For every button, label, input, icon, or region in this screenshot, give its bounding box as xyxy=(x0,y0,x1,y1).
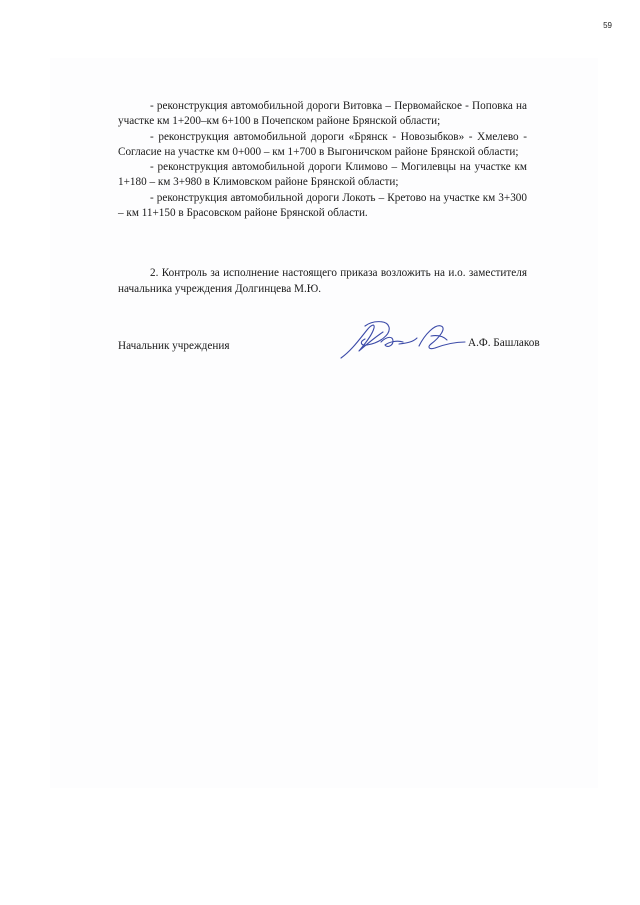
control-clause-text: 2. Контроль за исполнение настоящего приказа возложить на и.о. заместителя начальника учреждения Долгинцева М.Ю. xyxy=(118,267,527,295)
list-item: - реконструкция автомобильной дороги «Брянск - Новозыбков» - Хмелево - Согласие на участке км 0+000 – км 1+700 в Выгоничском районе Брянской области; xyxy=(118,130,527,158)
signatory-title: Начальник учреждения xyxy=(118,340,230,352)
list-item: - реконструкция автомобильной дороги Климово – Могилевцы на участке км 1+180 – км 3+980 в Климовском районе Брянской области; xyxy=(118,161,527,189)
reconstruction-list xyxy=(118,99,527,221)
control-clause xyxy=(118,266,527,297)
page-number: 59 xyxy=(603,21,612,30)
handwritten-signature xyxy=(337,318,469,362)
signatory-name: А.Ф. Башлаков xyxy=(468,337,540,349)
list-item: - реконструкция автомобильной дороги Витовка – Первомайское - Поповка на участке км 1+200–км 6+100 в Почепском районе Брянской области; xyxy=(118,100,527,128)
list-item: - реконструкция автомобильной дороги Локоть – Кретово на участке км 3+300 – км 11+150 в Брасовском районе Брянской области. xyxy=(118,191,527,220)
